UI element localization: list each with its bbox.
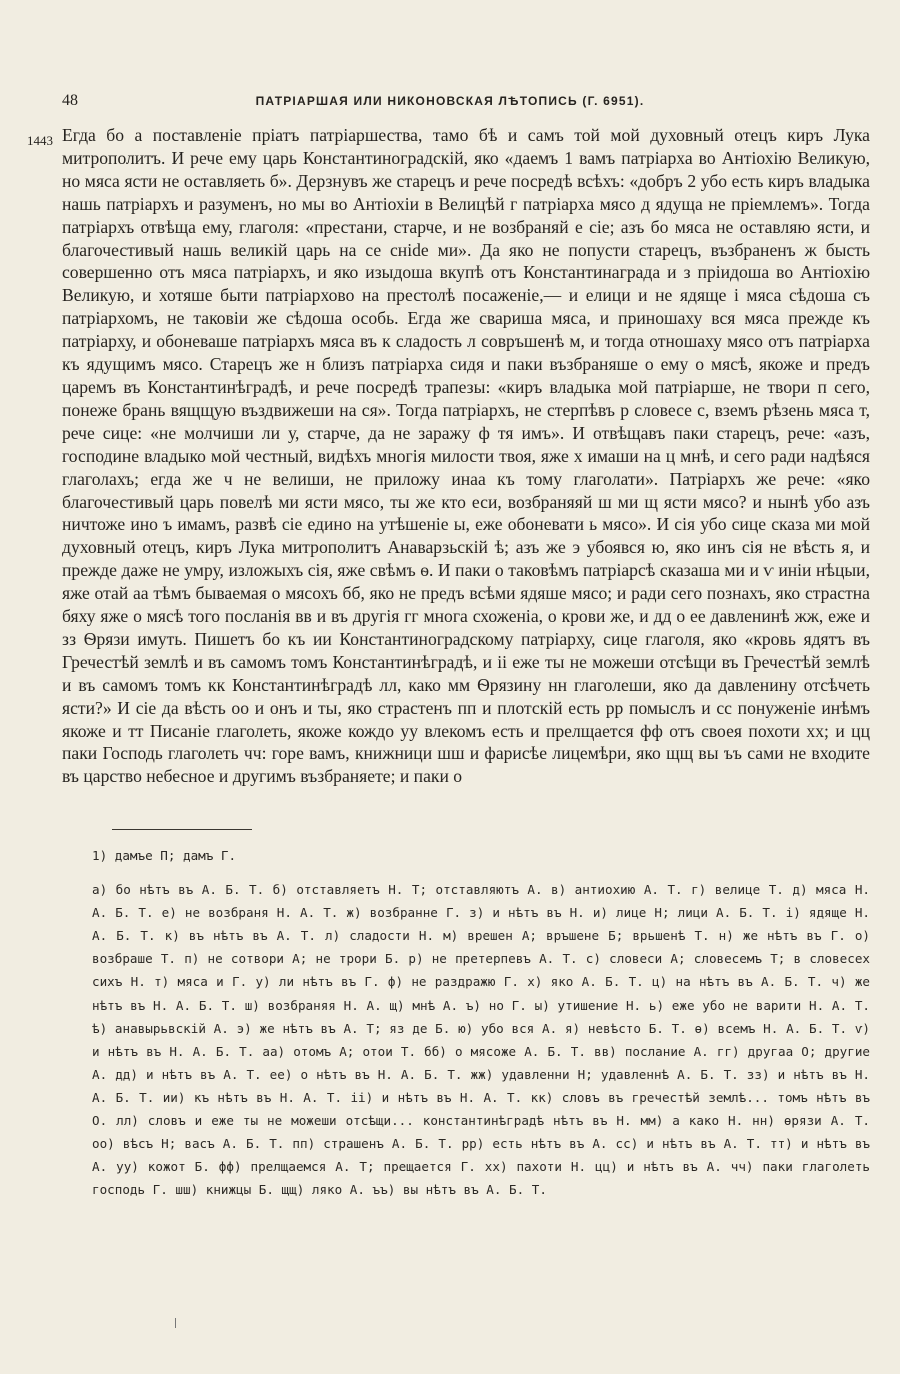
footnote-lettered: а) бо нѣтъ въ А. Б. Т. б) отставляетъ Н. Т; отставляютъ А. в) антиохию А. Т. г) велице Т. д) мяса Н. А. Б. Т. е) не возбраня Н. А. Т. ж) возбранне Г. з) и нѣтъ въ Н. и) лице Н; лици А. Б. Т. і) ядяще Н. А. Б. Т. к) въ нѣтъ въ А. Т. л) сладости Н. м) врешен А; връшене Б; врьшенѣ Т. н) же нѣтъ въ Г. о) возбраше Т. п) не сотвори А; не трори Б. р) не претерпевъ А. Т. с) словеси А; словесемъ Т; в словесех сихъ Н. т) мяса и Г. у) ли нѣтъ въ Г. ф) не раздражю Г. х) яко А. Б. Т. ц) на нѣтъ въ А. Б. Т. ч) же нѣтъ въ Н. А. Б. Т. ш) возбраняя Н. А. щ) мнѣ А. ъ) но Г. ы) утишение Н. ь) еже убо не варити Н. А. Т. ѣ) анавырьвскій А. э) же нѣтъ въ А. Т; яз де Б. ю) убо вся А. я) невѣсто Б. Т. ѳ) всемъ Н. А. Б. Т. ѵ) и нѣтъ въ Н. А. Б. Т. аа) отомъ А; отои Т. бб) о мясоже А. Б. Т. вв) послание А. гг) другаа О; другие А. дд) и нѣтъ въ А. Т. ее) о нѣтъ въ Н. А. Б. Т. жж) удавленни Н; удавленнѣ А. Б. Т. зз) и нѣтъ въ Н. А. Б. Т. ии) къ нѣтъ въ Н. А. Т. іі) и нѣтъ въ Н. А. Т. кк) словъ въ гречестѣй землѣ... томъ нѣтъ въ О. лл) словъ и еже ты не можеши отсѣщи... константинѣградѣ нѣтъ въ Н. мм) а како Н. нн) ѳрязи А. Т. оо) вѣсъ Н; васъ А. Б. Т. пп) страшенъ А. Б. Т. рр) есть нѣтъ въ А. сс) и нѣтъ въ А. Т. тт) и нѣтъ въ А. уу) кожот Б. фф) прелщаемся А. Т; прещается Г. хх) пахоти Н. цц) и нѣтъ въ А. чч) паки глаголеть господь Г. шш) книжцы Б. щщ) ляко А. ъъ) вы нѣтъ въ А. Б. Т. [92,882,870,1198]
running-title: ПАТРІАРШАЯ ИЛИ НИКОНОВСКАЯ ЛѢТОПИСЬ (Г. 6951). [255,94,645,108]
year-margin-note: 1443 [27,133,53,148]
main-paragraph: Егда бо а поставленіе пріатъ патріаршества, тамо бѣ и самъ той мой духовный отецъ киръ Лука митрополитъ. И рече ему царь Константиноградскій, яко «даемъ 1 вамъ патріарха во Антіохію Великую, но мяса ясти не оставляеть б». Дерзнувъ же старецъ и рече посредѣ всѣхъ: «добръ 2 убо есть киръ владыка нашь патріархъ и разуменъ, но мы во Антіохіи в Велицѣй г патріарха мясо д ядуща не пріемлемъ». Тогда патріархъ отвѣща ему, глаголя: «престани, старче, и не возбраняй е сіе; азъ бо мяса не оставляю ясти, и благочестивый нашь великій царь на се снide ми». Да яко не попусти старецъ, възбраненъ ж бысть совершенно отъ мяса патріархъ, и яко изыдоша вкупѣ отъ Константинаграда и з пріидоша во Антіохію Великую, и хотяше быти патріархово на престолѣ посаженіе,— и елици и не ядяще і мяса сѣдоша съ патріархомъ, не таковіи же сѣдоша особь. Егда же свариша мяса, и приношаху вся мяса прежде къ патріарху, и обоневаше патріархъ мяса въ к сладость л совръшенѣ м, и тогда отношаху мясо отъ патріарха къ ядущимъ мясо. Старецъ же н близъ патріарха сидя и паки възбраняше о ему о мясѣ, якоже и предъ царемъ въ Константинѣградѣ, и рече посредѣ трапезы: «киръ владыка мой патріарше, не твори п сего, понеже брань вящщую въздвижеши на ся». Тогда патріархъ, не стерпѣвъ р словесе с, вземъ рѣзень мяса т, рече сице: «не молчиши ли у, старче, да не заражу ф тя имъ». И отвѣщавъ паки старецъ, рече: «азъ, господине владыко мой честный, видѣхъ многія милости твоя, яже х имаши на ц мнѣ, и сего ради надѣяся глаголахъ; егда же ч не велиши, не приложу инаа къ тому глаголати». Патріархъ же рече: «яко благочестивый царь повелѣ ми ясти мясо, ты же кто еси, возбраняяй ш ми щ ясти мясо? и нынѣ убо азъ ничтоже ино ъ имамъ, развѣ сіе едино на утѣшеніе ы, еже обоневати ь мясо». И сія убо сице сказа ми мой духовный отецъ, киръ Лука митрополитъ Анаварзьскій ѣ; азъ же э убоявся ю, яко инъ сія не вѣсть я, и прежде даже не умру, изложыхъ сія, яже свѣмъ ѳ. И паки о таковѣмъ патріарсѣ сказаша ми и ѵ иніи нѣцыи, яже отай аа тѣмъ бываемая о мясохъ бб, яко не предъ всѣми ядяше мясо; и ради сего познахъ, яко страстна бяху яже о мясѣ того посланія вв и въ другія гг многа схоженіа, о крови же, и дд о ее давленинѣ жж, еже и зз Ѳрязи имуть. Пишетъ бо къ ии Константиноградскому патріарху, сице глаголя, яко «кровь ядятъ въ Гречестѣй землѣ и въ самомъ томъ Константинѣградѣ, и іі еже ты не можеши отсѣщи въ Гречестѣй землѣ и въ самомъ томъ кк Константинѣградѣ лл, како мм Ѳрязину нн глаголеши, яко да давленину отсѣчеть ясти?» И сіе да вѣсть оо и онъ и ты, яко страстенъ пп и плотскій есть рр помыслъ и сс понуженіе инѣмъ якоже и тт Писаніе глаголеть, якоже кождо уу влекомъ есть и прелщается фф отъ своея похоти хх; и цц паки Господь глаголеть чч: горе вамъ, книжници шш и фарисѣе лицемѣри, яко щщ вы ъъ сами не входите въ царство небесное и другимъ възбраняете; и паки о [62,125,870,787]
page-header [62,92,838,116]
footnote-numbered: 1) дамъе П; дамъ Г. [92,848,237,863]
footnote-separator [112,829,252,830]
page-blemish [175,1318,176,1328]
page-number: 48 [62,92,78,109]
main-text-block [62,124,870,788]
footnotes-block [92,844,870,1201]
